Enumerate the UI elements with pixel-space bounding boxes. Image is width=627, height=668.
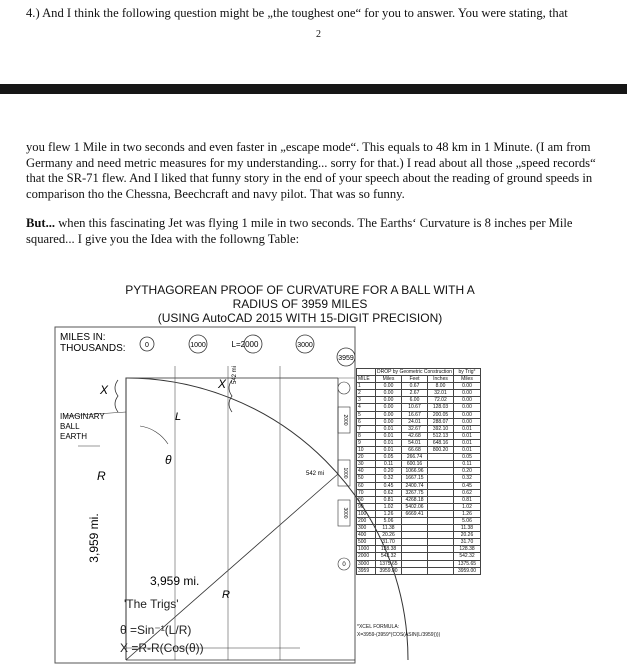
- cell-feet: 16.67: [402, 411, 428, 418]
- paragraph-1: you flew 1 Mile in two seconds and even faster in „escape mode“. This equals to 48 km in 1 Minute. (I am from Germany and need metric measures for my understanding... sorry for that.) I read about all those „speed records“ that the SR-71 flew. And I liked that funny story in the end of your speech about the reading of ground speeds in comparison tho the Chessna, Beechcraft and navy pilot. That was so funny.: [26, 140, 596, 201]
- x-label-2: X: [218, 377, 227, 391]
- table-head-drop: DROP by Geometric Construction: [377, 369, 452, 375]
- figure-title-2: RADIUS OF 3959 MILES: [232, 297, 368, 311]
- cell-trig: 3959.00: [454, 567, 481, 574]
- table-row: [357, 510, 481, 517]
- cell-miles: 0.11: [376, 461, 402, 468]
- cell-mile: 80: [357, 496, 376, 503]
- cell-inches: [428, 539, 454, 546]
- cell-trig: 0.20: [454, 468, 481, 475]
- col-inches: Inches: [428, 376, 454, 383]
- cell-feet: [402, 553, 428, 560]
- cell-feet: [402, 560, 428, 567]
- cell-miles: 0.00: [376, 397, 402, 404]
- radius-horizontal-label: 3,959 mi.: [150, 574, 200, 588]
- cell-feet: 6.00: [402, 397, 428, 404]
- cell-mile: 70: [357, 489, 376, 496]
- diagram-frame: [55, 327, 355, 663]
- cell-inches: 512.13: [428, 432, 454, 439]
- cell-mile: 40: [357, 468, 376, 475]
- cell-inches: [428, 454, 454, 461]
- cell-trig: 0.01: [454, 432, 481, 439]
- cell-miles: 0.01: [376, 447, 402, 454]
- cell-inches: [428, 567, 454, 574]
- cell-trig: 542.32: [454, 553, 481, 560]
- cell-miles: 1375.65: [376, 560, 402, 567]
- formula-2: X =R-R(Cos(θ)): [120, 641, 204, 655]
- cell-mile: 2: [357, 390, 376, 397]
- cell-inches: [428, 546, 454, 553]
- cell-mile: 1000: [357, 546, 376, 553]
- cell-trig: 0.62: [454, 489, 481, 496]
- cell-trig: 128.38: [454, 546, 481, 553]
- cell-mile: 3959: [357, 567, 376, 574]
- table-row: [357, 432, 481, 439]
- cell-feet: [402, 567, 428, 574]
- table-row: [357, 546, 481, 553]
- cell-mile: 200: [357, 517, 376, 524]
- col-mile: MILE: [357, 376, 376, 383]
- cell-trig: 1.26: [454, 510, 481, 517]
- curvature-table: [356, 368, 481, 575]
- cell-mile: 6: [357, 418, 376, 425]
- side-2000-label: 2000: [342, 414, 348, 426]
- table-row: [357, 418, 481, 425]
- cell-inches: [428, 532, 454, 539]
- cell-miles: 0.45: [376, 482, 402, 489]
- marker-0-label: 0: [145, 342, 149, 349]
- cell-feet: 1066.96: [402, 468, 428, 475]
- cell-miles: 0.62: [376, 489, 402, 496]
- cell-mile: 90: [357, 503, 376, 510]
- cell-inches: [428, 553, 454, 560]
- cell-feet: 10.67: [402, 404, 428, 411]
- cell-inches: 648.16: [428, 439, 454, 446]
- cell-inches: [428, 489, 454, 496]
- cell-miles: 1.26: [376, 510, 402, 517]
- table-row: [357, 539, 481, 546]
- cell-feet: 2.67: [402, 390, 428, 397]
- cell-mile: 60: [357, 482, 376, 489]
- imaginary-label: IMAGINARY: [60, 412, 105, 421]
- marker-2000-label: L=2000: [231, 340, 259, 349]
- cell-inches: [428, 461, 454, 468]
- cell-mile: 4: [357, 404, 376, 411]
- table-row: [357, 439, 481, 446]
- cell-mile: 100: [357, 510, 376, 517]
- marker-1000-label: 1000: [190, 342, 206, 349]
- cell-trig: 20.26: [454, 532, 481, 539]
- cell-miles: 0.00: [376, 418, 402, 425]
- cell-feet: [402, 539, 428, 546]
- cell-feet: 42.68: [402, 432, 428, 439]
- cell-mile: 3000: [357, 560, 376, 567]
- side-3000-label: 3000: [342, 507, 348, 519]
- table-row: [357, 425, 481, 432]
- table-row: [357, 397, 481, 404]
- cell-miles: 0.81: [376, 496, 402, 503]
- dim-542-vertical: 542 mi: [232, 365, 238, 384]
- cell-feet: [402, 546, 428, 553]
- cell-miles: 0.05: [376, 454, 402, 461]
- figure-title-1: PYTHAGOREAN PROOF OF CURVATURE FOR A BALL WITH A: [125, 283, 475, 297]
- cell-mile: 1: [357, 383, 376, 390]
- cell-feet: 3267.75: [402, 489, 428, 496]
- paragraph-2-text: when this fascinating Jet was flying 1 mile in two seconds. The Earths‘ Curvature is 8 inches per Mile squared... I give you the Idea with the followng Table:: [26, 216, 573, 246]
- cell-inches: [428, 517, 454, 524]
- x-brace: [115, 380, 118, 412]
- cell-feet: 4268.18: [402, 496, 428, 503]
- cell-trig: 0.81: [454, 496, 481, 503]
- r-label: R: [97, 469, 106, 483]
- cell-trig: 0.01: [454, 425, 481, 432]
- earth-label: EARTH: [60, 432, 87, 441]
- table-row: [357, 553, 481, 560]
- excel-note-1: *XCEL FORMULA:: [357, 624, 400, 630]
- cell-inches: [428, 482, 454, 489]
- col-feet: Feet: [402, 376, 428, 383]
- cell-trig: 0.00: [454, 397, 481, 404]
- paragraph-2: [26, 216, 612, 247]
- x-label: X: [100, 383, 109, 397]
- cell-inches: [428, 560, 454, 567]
- table-head-trig: by Trig°: [454, 369, 481, 376]
- table-row: [357, 447, 481, 454]
- cell-feet: 600.16: [402, 461, 428, 468]
- miles-in-label: MILES IN:: [60, 332, 106, 343]
- table-row: [357, 496, 481, 503]
- cell-mile: 3: [357, 397, 376, 404]
- cell-trig: 0.00: [454, 383, 481, 390]
- table-row: [357, 525, 481, 532]
- cell-trig: 0.01: [454, 439, 481, 446]
- cell-feet: 32.67: [402, 425, 428, 432]
- cell-miles: 20.26: [376, 532, 402, 539]
- table-row: [357, 468, 481, 475]
- cell-miles: 128.38: [376, 546, 402, 553]
- formula-1: θ =Sin⁻¹(L/R): [120, 623, 192, 637]
- cell-trig: 11.38: [454, 525, 481, 532]
- cell-inches: 392.10: [428, 425, 454, 432]
- cell-inches: 288.07: [428, 418, 454, 425]
- cell-feet: 0.67: [402, 383, 428, 390]
- marker-3000-label: 3000: [297, 342, 313, 349]
- cell-trig: 5.06: [454, 517, 481, 524]
- cell-miles: 0.00: [376, 390, 402, 397]
- curvature-diagram: [0, 276, 627, 668]
- cell-trig: 31.70: [454, 539, 481, 546]
- table-head-blank: [357, 369, 376, 376]
- l-label: L: [175, 411, 182, 423]
- col-miles: Miles: [376, 376, 402, 383]
- table-body: [357, 383, 481, 575]
- side-0-label: 0: [342, 562, 346, 568]
- cell-feet: 5402.06: [402, 503, 428, 510]
- table-row: [357, 503, 481, 510]
- cell-miles: 0.01: [376, 432, 402, 439]
- theta-label: θ: [165, 453, 172, 467]
- cell-mile: 9: [357, 439, 376, 446]
- cell-trig: 0.00: [454, 404, 481, 411]
- cell-miles: 5.06: [376, 517, 402, 524]
- cell-feet: [402, 525, 428, 532]
- cell-miles: 31.70: [376, 539, 402, 546]
- figure-title-3: (USING AutoCAD 2015 WITH 15-DIGIT PRECISION): [157, 311, 443, 325]
- cell-miles: 0.20: [376, 468, 402, 475]
- cell-mile: 500: [357, 539, 376, 546]
- cell-inches: 128.03: [428, 404, 454, 411]
- paragraph-2-bold: But...: [26, 216, 56, 230]
- cell-trig: 0.05: [454, 454, 481, 461]
- cell-inches: [428, 468, 454, 475]
- table-row: [357, 567, 481, 574]
- cell-feet: 2400.74: [402, 482, 428, 489]
- page-number: 2: [316, 29, 321, 40]
- cell-inches: [428, 525, 454, 532]
- cell-trig: 0.00: [454, 418, 481, 425]
- cell-inches: [428, 510, 454, 517]
- table-row: [357, 560, 481, 567]
- cell-mile: 50: [357, 475, 376, 482]
- cell-miles: 0.32: [376, 475, 402, 482]
- table-row: [357, 475, 481, 482]
- cell-inches: 800.20: [428, 447, 454, 454]
- cell-inches: 72.02: [428, 397, 454, 404]
- dim-542-horizontal: 542 mi: [306, 471, 325, 477]
- cell-feet: [402, 532, 428, 539]
- table-row: [357, 532, 481, 539]
- ball-label: BALL: [60, 422, 80, 431]
- marker-3959-label: 3959: [338, 355, 354, 362]
- cell-mile: 300: [357, 525, 376, 532]
- cell-trig: 1375.65: [454, 560, 481, 567]
- table-row: [357, 482, 481, 489]
- cell-mile: 10: [357, 447, 376, 454]
- table-row: [357, 383, 481, 390]
- col-trig-miles: Miles: [454, 376, 481, 383]
- cell-feet: 54.01: [402, 439, 428, 446]
- cell-feet: [402, 517, 428, 524]
- cell-miles: 1.02: [376, 503, 402, 510]
- cell-feet: 1667.15: [402, 475, 428, 482]
- cell-miles: 11.38: [376, 525, 402, 532]
- side-marker-top: [338, 382, 350, 394]
- cell-mile: 7: [357, 425, 376, 432]
- cell-inches: 32.01: [428, 390, 454, 397]
- cell-miles: 0.01: [376, 439, 402, 446]
- table-row: [357, 390, 481, 397]
- radius-vertical-label: 3,959 mi.: [87, 513, 101, 563]
- curvature-figure: [0, 276, 627, 668]
- r-label-2: R: [222, 589, 230, 601]
- cell-trig: 0.00: [454, 411, 481, 418]
- excel-note-2: X=3959-(3959*(COS(ASIN(L/3959)))): [357, 632, 441, 638]
- side-1000-label: 1000: [342, 467, 348, 479]
- table-row: [357, 461, 481, 468]
- cell-miles: 0.01: [376, 425, 402, 432]
- thousands-label: THOUSANDS:: [60, 343, 126, 354]
- the-trigs-label: 'The Trigs': [124, 597, 179, 611]
- cell-inches: 8.00: [428, 383, 454, 390]
- table-row: [357, 517, 481, 524]
- cell-mile: 400: [357, 532, 376, 539]
- page-divider: [0, 84, 627, 94]
- cell-mile: 30: [357, 461, 376, 468]
- table-row: [357, 411, 481, 418]
- cell-miles: 542.32: [376, 553, 402, 560]
- cell-feet: 6669.41: [402, 510, 428, 517]
- cell-trig: 0.01: [454, 447, 481, 454]
- cell-feet: 66.68: [402, 447, 428, 454]
- theta-arc: [140, 426, 168, 444]
- cell-mile: 2000: [357, 553, 376, 560]
- cell-inches: [428, 496, 454, 503]
- cell-feet: 266.74: [402, 454, 428, 461]
- cell-trig: 0.45: [454, 482, 481, 489]
- table-row: [357, 404, 481, 411]
- cell-miles: 0.00: [376, 383, 402, 390]
- table-row: [357, 454, 481, 461]
- cell-feet: 24.01: [402, 418, 428, 425]
- cell-inches: 200.05: [428, 411, 454, 418]
- cell-mile: 8: [357, 432, 376, 439]
- cell-trig: 0.00: [454, 390, 481, 397]
- cell-trig: 1.02: [454, 503, 481, 510]
- cell-miles: 3959.00: [376, 567, 402, 574]
- cell-trig: 0.32: [454, 475, 481, 482]
- cell-miles: 0.00: [376, 411, 402, 418]
- cell-trig: 0.11: [454, 461, 481, 468]
- cell-mile: 20: [357, 454, 376, 461]
- cell-mile: 5: [357, 411, 376, 418]
- table-row: [357, 489, 481, 496]
- top-paragraph: 4.) And I think the following question might be „the toughest one“ for you to answer. You were stating, that: [26, 6, 568, 20]
- cell-inches: [428, 475, 454, 482]
- cell-miles: 0.00: [376, 404, 402, 411]
- cell-inches: [428, 503, 454, 510]
